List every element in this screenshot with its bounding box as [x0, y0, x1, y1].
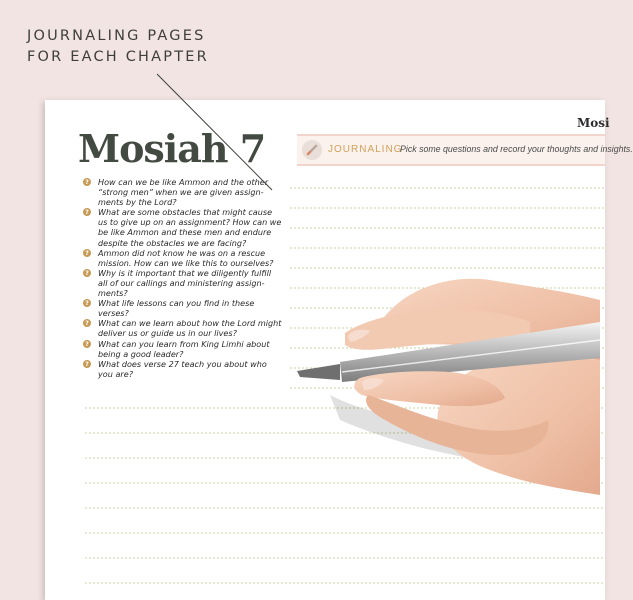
question-mark-icon: ? [83, 319, 91, 327]
question-text: What life lessons can you find in these verses? [98, 298, 255, 319]
question-text: What are some obstacles that might cause us to give up on an assignment? How can we be like Ammon and these men and endure despite the obstacles we are facing? [98, 207, 282, 248]
question-text: Ammon did not know he was on a rescue mission. How can we like this to ourselves? [98, 247, 274, 268]
question-text: What can we learn about how the Lord might deliver us or guide us in our lives? [98, 318, 282, 339]
chapter-title: Mosiah 7 [78, 126, 266, 171]
journaling-prompt: Pick some questions and record your thoughts and insights. [400, 144, 633, 154]
question-mark-icon: ? [83, 178, 91, 186]
question-mark-icon: ? [83, 208, 91, 216]
question-mark-icon: ? [83, 249, 91, 257]
journaling-label: JOURNALING [328, 144, 403, 155]
caption-line-2: FOR EACH CHAPTER [27, 49, 209, 65]
question-text: What does verse 27 teach you about who you are? [98, 358, 267, 379]
question-mark-icon: ? [83, 299, 91, 307]
question-mark-icon: ? [83, 269, 91, 277]
question-mark-icon: ? [83, 360, 91, 368]
question-mark-icon: ? [83, 340, 91, 348]
caption-line-1: JOURNALING PAGES [27, 28, 206, 44]
question-text: Why is it important that we diligently fulfill all of our callings and ministering assign-ments? [98, 267, 272, 299]
question-text: What can you learn from King Limhi about being a good leader? [98, 338, 270, 359]
question-text: How can we be like Ammon and the other “strong men” when we are given assign-ments by the Lord? [98, 177, 269, 208]
header-corner-title: Mosi [577, 116, 610, 130]
